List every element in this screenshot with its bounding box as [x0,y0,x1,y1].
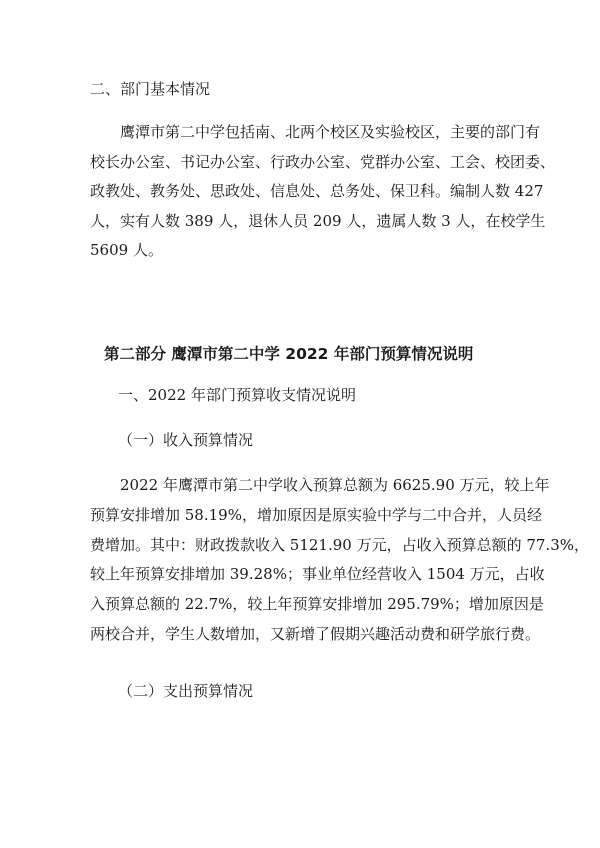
paragraph-line: 较上年预算安排增加 39.28%；事业单位经营收入 1504 万元，占收 [90,565,545,584]
budget-overview-title: 一、2022 年部门预算收支情况说明 [118,386,356,404]
income-budget-title: （一）收入预算情况 [118,431,254,449]
basic-info-paragraph [90,118,556,266]
paragraph-line: 政教处、教务处、思政处、信息处、总务处、保卫科。编制人数 427 [90,182,544,200]
paragraph-line: 费增加。其中：财政拨款收入 5121.90 万元，占收入预算总额的 77.3%， [90,535,589,554]
expense-budget-title: （二）支出预算情况 [118,682,254,700]
paragraph-line: 人，实有人数 389 人，退休人员 209 人，遗属人数 3 人，在校学生 [90,211,546,230]
paragraph-line: 鹰潭市第二中学包括南、北两个校区及实验校区，主要的部门有 [120,123,541,141]
income-budget-paragraph [90,471,589,650]
part-two-heading: 第二部分 鹰潭市第二中学 2022 年部门预算情况说明 [104,345,474,363]
paragraph-line: 入预算总额的 22.7%，较上年预算安排增加 295.79%；增加原因是 [90,595,544,614]
paragraph-line: 校长办公室、书记办公室、行政办公室、党群办公室、工会、校团委、 [90,152,556,171]
paragraph-line: 2022 年鹰潭市第二中学收入预算总额为 6625.90 万元，较上年 [120,476,550,494]
paragraph-line: 两校合并，学生人数增加，又新增了假期兴趣活动费和研学旅行费。 [90,624,541,643]
paragraph-line: 预算安排增加 58.19%，增加原因是原实验中学与二中合并，人员经 [90,505,542,524]
section-basic-info-title: 二、部门基本情况 [90,80,211,98]
paragraph-line: 5609 人。 [90,241,163,259]
